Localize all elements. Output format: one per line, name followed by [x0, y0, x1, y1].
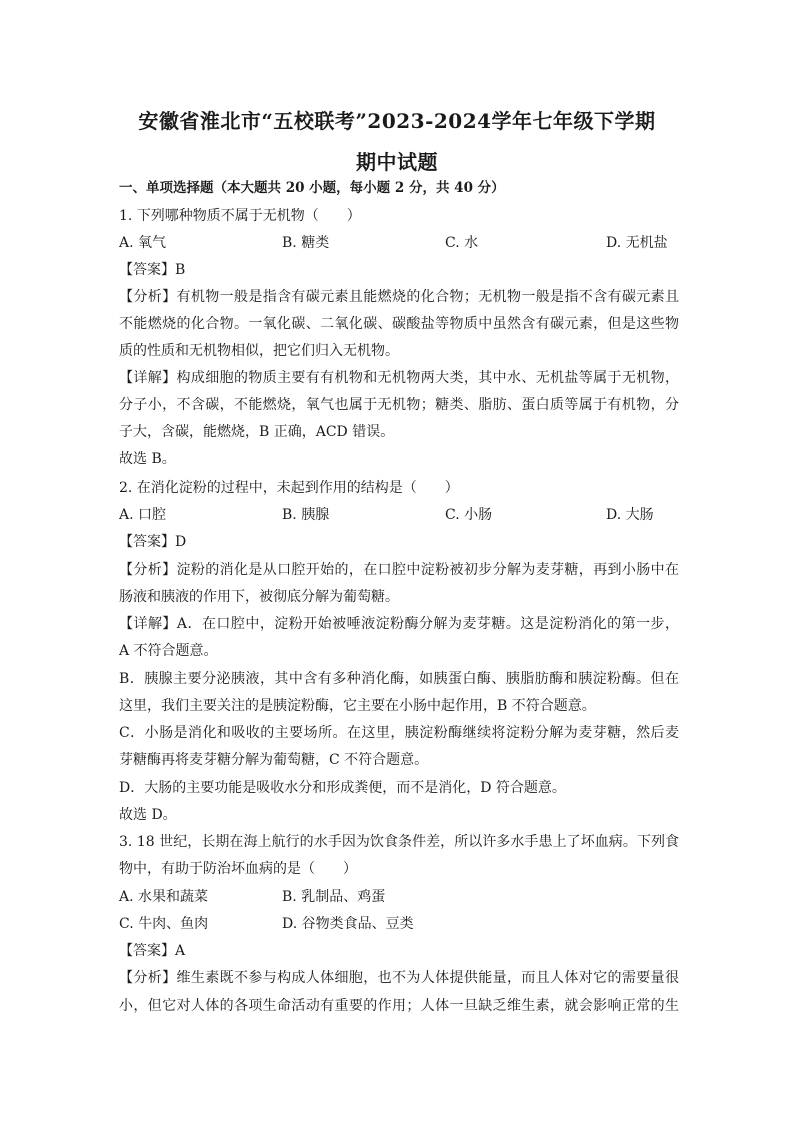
analysis-label: 【分析】 [119, 562, 177, 578]
q1-conclusion: 故选 B。 [119, 451, 176, 467]
q2-option-d: D. 大肠 [606, 507, 654, 523]
q1-analysis-text-1: 有机物一般是指含有碳元素且能燃烧的化合物；无机物一般是指不含有碳元素且 [176, 289, 680, 305]
q1-option-a: A. 氧气 [119, 235, 167, 251]
section-heading: 一、单项选择题（本大题共 20 小题，每小题 2 分，共 40 分） [119, 180, 505, 196]
q3-stem-line-1: 3. 18 世纪，长期在海上航行的水手因为饮食条件差，所以许多水手患上了坏血病。下列食 [119, 834, 679, 850]
q1-detail-line-1 [119, 368, 679, 388]
q3-answer [119, 941, 679, 961]
q2-stem: 2. 在消化淀粉的过程中，未起到作用的结构是（ ） [119, 480, 459, 496]
q1-detail-text-1: 构成细胞的物质主要有有机物和无机物两大类，其中水、无机盐等属于无机物， [176, 370, 680, 386]
q3-option-a: A. 水果和蔬菜 [119, 889, 209, 905]
q2-detail-line-3: B．胰腺主要分泌胰液，其中含有多种消化酶，如胰蛋白酶、胰脂肪酶和胰淀粉酶。但在 [119, 671, 679, 687]
q1-detail-line-3: 子大，含碳，能燃烧，B 正确，ACD 错误。 [119, 424, 395, 440]
q1-analysis-line-1 [119, 287, 679, 307]
q1-option-b: B. 糖类 [282, 235, 330, 251]
q2-option-b: B. 胰腺 [282, 507, 330, 523]
q1-analysis-line-3: 质的性质和无机物相似，把它们归入无机物。 [119, 343, 399, 359]
q2-conclusion: 故选 D。 [119, 807, 177, 823]
q3-option-d: D. 谷物类食品、豆类 [282, 916, 414, 932]
q2-detail-line-7: D．大肠的主要功能是吸收水分和形成粪便，而不是消化，D 符合题意。 [119, 780, 566, 796]
answer-label: 【答案】 [119, 943, 175, 959]
q1-detail-line-2: 分子小，不含碳，不能燃烧，氧气也属于无机物；糖类、脂肪、蛋白质等属于有机物，分 [119, 397, 679, 413]
q2-analysis-text-1: 淀粉的消化是从口腔开始的，在口腔中淀粉被初步分解为麦芽糖，再到小肠中在 [176, 562, 680, 578]
q2-option-a: A. 口腔 [119, 507, 167, 523]
q1-option-d: D. 无机盐 [606, 235, 668, 251]
q2-detail-line-4: 这里，我们主要关注的是胰淀粉酶，它主要在小肠中起作用，B 不符合题意。 [119, 698, 596, 714]
analysis-label: 【分析】 [119, 970, 177, 986]
q2-analysis-line-1 [119, 560, 679, 580]
q2-detail-line-6: 芽糖酶再将麦芽糖分解为葡萄糖，C 不符合题意。 [119, 752, 429, 768]
q3-analysis-line-1 [119, 968, 679, 988]
analysis-label: 【分析】 [119, 289, 177, 305]
answer-label: 【答案】 [119, 262, 175, 278]
q3-answer-value: A [175, 943, 186, 959]
q2-detail-line-1 [119, 614, 679, 634]
q2-answer [119, 532, 679, 552]
q3-analysis-line-2: 小，但它对人体的各项生命活动有重要的作用；人体一旦缺乏维生素，就会影响正常的生 [119, 998, 679, 1014]
q1-analysis-line-2: 不能燃烧的化合物。一氧化碳、二氧化碳、碳酸盐等物质中虽然含有碳元素，但是这些物 [119, 316, 679, 332]
q3-analysis-text-1: 维生素既不参与构成人体细胞，也不为人体提供能量，而且人体对它的需要量很 [176, 970, 680, 986]
q3-option-b: B. 乳制品、鸡蛋 [282, 889, 386, 905]
q1-option-c: C. 水 [445, 235, 479, 251]
q2-detail-line-2: A 不符合题意。 [119, 643, 218, 659]
q1-stem: 1. 下列哪种物质不属于无机物（ ） [119, 208, 361, 224]
page-title: 安徽省淮北市“五校联考”2023-2024学年七年级下学期 [138, 109, 656, 133]
q3-stem-line-2: 物中，有助于防治坏血病的是（ ） [119, 861, 357, 877]
detail-label: 【详解】 [119, 616, 177, 632]
q2-answer-value: D [175, 534, 187, 550]
q1-answer-value: B [175, 262, 186, 278]
q2-detail-text-1: A．在口腔中，淀粉开始被唾液淀粉酶分解为麦芽糖。这是淀粉消化的第一步， [176, 616, 680, 632]
q2-detail-line-5: C．小肠是消化和吸收的主要场所。在这里，胰淀粉酶继续将淀粉分解为麦芽糖，然后麦 [119, 725, 679, 741]
detail-label: 【详解】 [119, 370, 177, 386]
page-subtitle: 期中试题 [356, 150, 438, 174]
q3-option-c: C. 牛肉、鱼肉 [119, 916, 209, 932]
q1-answer [119, 260, 679, 280]
q2-option-c: C. 小肠 [445, 507, 493, 523]
answer-label: 【答案】 [119, 534, 175, 550]
q2-analysis-line-2: 肠液和胰液的作用下，被彻底分解为葡萄糖。 [119, 589, 399, 605]
